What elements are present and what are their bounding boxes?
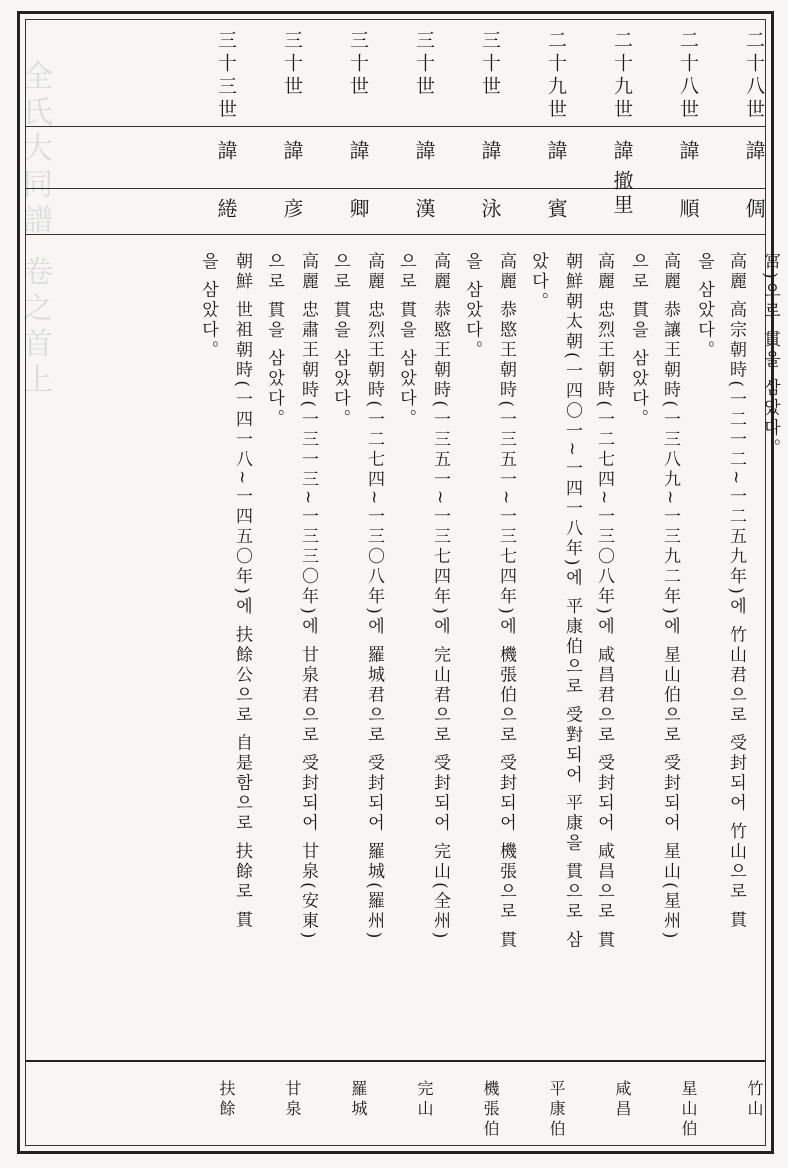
entry-text-line: 으로 貫을 삼았다。 bbox=[330, 252, 350, 429]
entry-text-line: 았다。 bbox=[528, 252, 548, 312]
generation-label: 三十世 bbox=[347, 30, 369, 99]
generation-label: 三十世 bbox=[281, 30, 303, 99]
footer-place: 竹山 bbox=[745, 1080, 764, 1120]
generation-label: 二十九世 bbox=[611, 30, 633, 122]
footer-place: 甘泉 bbox=[283, 1080, 302, 1120]
footer-place: 機張伯 bbox=[481, 1080, 500, 1140]
footer-place: 完山 bbox=[415, 1080, 434, 1120]
entry-text-line: 을 삼았다。 bbox=[694, 252, 714, 361]
hui-label: 諱 bbox=[214, 140, 238, 164]
footer-place: 咸昌 bbox=[613, 1080, 632, 1120]
person-name: 倜 bbox=[742, 198, 766, 222]
hui-label: 諱 bbox=[544, 140, 568, 164]
entry-column bbox=[174, 20, 252, 1140]
footer-place: 扶餘 bbox=[217, 1080, 236, 1120]
footer-place: 羅城 bbox=[349, 1080, 368, 1120]
entry-text-line: 高麗 忠烈王朝時(一二七四~一三〇八年)에 咸昌君으로 受封되어 咸昌으로 貫 bbox=[594, 252, 614, 951]
person-name: 卿 bbox=[346, 198, 370, 222]
hui-label: 諱 bbox=[478, 140, 502, 164]
bleed-through-text: 全氏大同譜 卷之首上 bbox=[17, 60, 52, 400]
entry-text-line: 宮)으로 貫을 삼았다。 bbox=[760, 252, 780, 459]
entry-text-line: 으로 貫을 삼았다。 bbox=[396, 252, 416, 429]
person-name: 順 bbox=[676, 198, 700, 222]
entry-text-line: 高麗 忠肅王朝時(一三一三~一三三〇年)에 甘泉君으로 受封되어 甘泉(安東) bbox=[298, 252, 318, 942]
entry-text-line: 高麗 恭愍王朝時(一三五一~一三七四年)에 機張伯으로 受封되어 機張으로 貫 bbox=[496, 252, 516, 951]
entry-text-line: 으로 貫을 삼았다。 bbox=[628, 252, 648, 429]
footer-place: 平康伯 bbox=[547, 1080, 566, 1140]
person-name: 漢 bbox=[412, 198, 436, 222]
person-name: 綣 bbox=[214, 198, 238, 222]
entry-text-line: 朝鮮朝太朝(一四〇一~一四一八年)에 平康伯으로 受對되어 平康을 貫으로 삼 bbox=[562, 252, 582, 951]
entry-text-line: 으로 貫을 삼았다。 bbox=[264, 252, 284, 429]
table-frame bbox=[17, 11, 780, 1154]
entry-text-line: 을 삼았다。 bbox=[198, 252, 218, 361]
person-name: 賓 bbox=[544, 198, 568, 222]
entry-text-line: 朝鮮 世祖朝時(一四一八~一四五〇年)에 扶餘公으로 自是함으로 扶餘로 貫 bbox=[232, 252, 252, 931]
generation-label: 二十八世 bbox=[743, 30, 765, 122]
generation-label: 二十九世 bbox=[545, 30, 567, 122]
hui-label: 諱 bbox=[676, 140, 700, 164]
generation-label: 三十三世 bbox=[215, 30, 237, 122]
hui-label: 諱 bbox=[742, 140, 766, 164]
entry-text-line: 高麗 恭讓王朝時(一三八九~一三九二年)에 星山伯으로 受封되어 星山(星州) bbox=[660, 252, 680, 942]
hui-label: 諱 bbox=[280, 140, 304, 164]
person-name: 撤里 bbox=[610, 170, 634, 218]
generation-label: 三十世 bbox=[413, 30, 435, 99]
generation-label: 三十世 bbox=[479, 30, 501, 99]
entry-text-line: 을 삼았다。 bbox=[462, 252, 482, 361]
hui-label: 諱 bbox=[346, 140, 370, 164]
entry-text-line: 高麗 高宗朝時(一二一二~一二五九年)에 竹山君으로 受封되어 竹山으로 貫 bbox=[726, 252, 746, 931]
entry-text-line: 高麗 恭愍王朝時(一三五一~一三七四年)에 完山君으로 受封되어 完山(全州) bbox=[430, 252, 450, 942]
hui-label: 諱 bbox=[610, 140, 634, 164]
hui-label: 諱 bbox=[412, 140, 436, 164]
footer-place: 星山伯 bbox=[679, 1080, 698, 1140]
person-name: 彦 bbox=[280, 198, 304, 222]
entry-text-line: 高麗 忠烈王朝時(一二七四~一三〇八年)에 羅城君으로 受封되어 羅城(羅州) bbox=[364, 252, 384, 942]
person-name: 泳 bbox=[478, 198, 502, 222]
table-inner-border bbox=[25, 19, 780, 1146]
generation-label: 二十八世 bbox=[677, 30, 699, 122]
